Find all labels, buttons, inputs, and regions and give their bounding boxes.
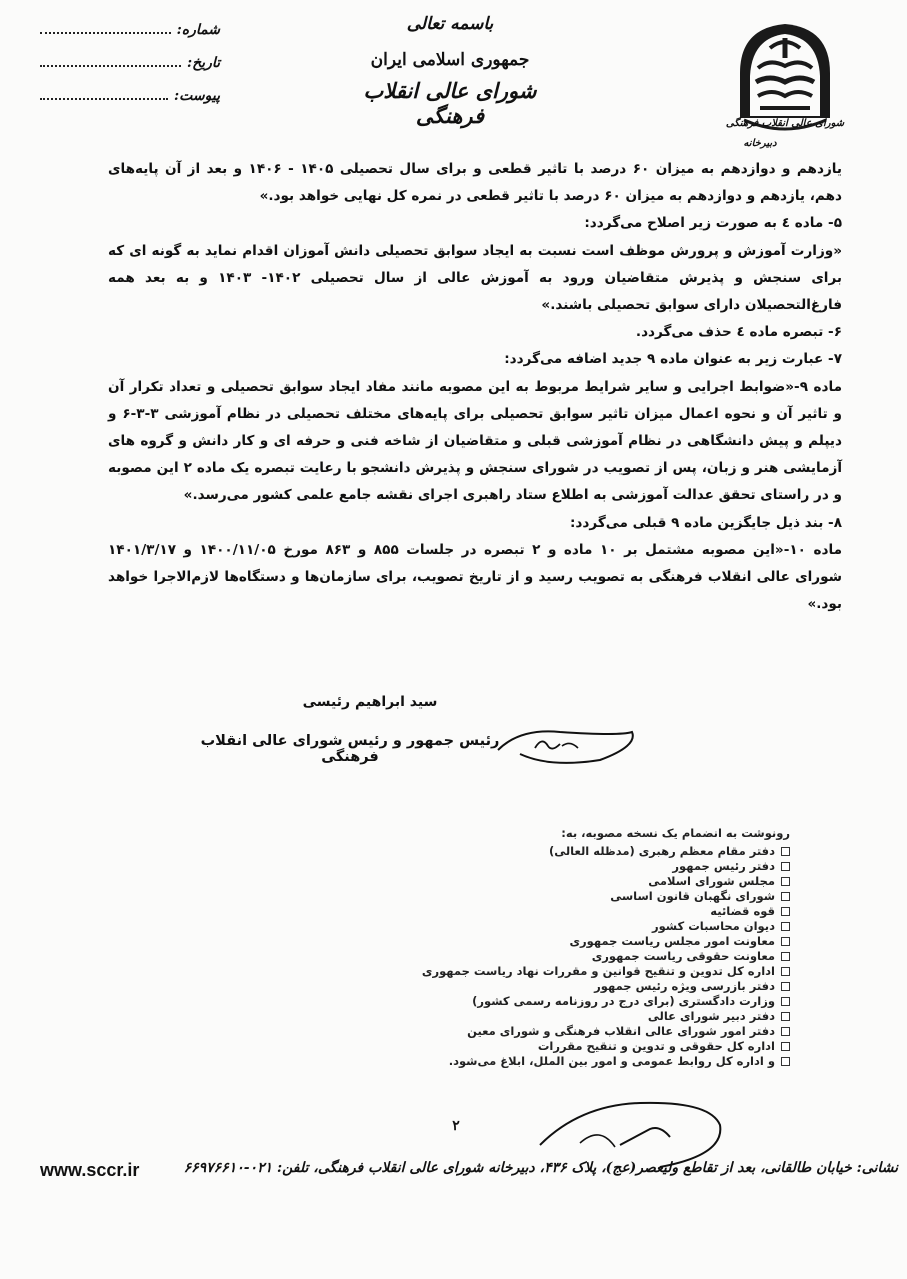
list-item-label: و اداره کل روابط عمومی و امور بین الملل، ابلاغ می‌شود. xyxy=(448,1054,775,1068)
list-item xyxy=(420,859,790,874)
signatory-title: رئیس جمهور و رئیس شورای عالی انقلاب فرهنگی xyxy=(200,733,500,765)
number-label: شماره: xyxy=(176,22,220,38)
checkbox-icon xyxy=(781,982,790,991)
list-item-label: دفتر بازرسی ویژه رئیس جمهور xyxy=(594,979,775,993)
attachment-field xyxy=(40,88,220,121)
resolution-body xyxy=(108,156,842,618)
distribution-list xyxy=(420,824,790,1069)
list-item-label: دفتر امور شورای عالی انقلاب فرهنگی و شورای معین xyxy=(467,1024,775,1038)
list-item-label: دفتر دبیر شورای عالی xyxy=(647,1009,775,1023)
list-item-label: وزارت دادگستری (برای درج در روزنامه رسمی کشور) xyxy=(472,994,775,1008)
basmala: باسمه تعالی xyxy=(406,14,494,34)
footer-address: نشانی: خیابان طالقانی، بعد از تقاطع ولیعصر(عج)، پلاک ۴۳۶، دبیرخانه شورای عالی انقلاب فرهنگی، تلفن: ۰۲۱-۶۶۹۷۶۶۱۰ xyxy=(183,1160,898,1176)
item-8-heading: ۸- بند ذیل جایگزین ماده ۹ قبلی می‌گردد: xyxy=(569,514,842,531)
list-item-label: معاونت امور مجلس ریاست جمهوری xyxy=(569,934,775,948)
checkbox-icon xyxy=(781,907,790,916)
distribution-intro: رونوشت به انضمام یک نسخه مصوبه، به: xyxy=(561,826,790,840)
checkbox-icon xyxy=(781,892,790,901)
list-item xyxy=(420,934,790,949)
list-item-label: شورای نگهبان قانون اساسی xyxy=(610,889,775,903)
letterhead xyxy=(330,14,570,128)
list-item-label: دیوان محاسبات کشور xyxy=(651,919,775,933)
date-field xyxy=(40,55,220,88)
signature-mark xyxy=(490,710,640,770)
date-dots xyxy=(40,57,181,67)
article-9 xyxy=(108,374,842,510)
checkbox-icon xyxy=(781,1027,790,1036)
government-title: جمهوری اسلامی ایران xyxy=(370,50,530,70)
attachment-label: پیوست: xyxy=(174,88,220,104)
attachment-dots xyxy=(40,90,168,100)
document-meta xyxy=(40,22,220,121)
checkbox-icon xyxy=(781,877,790,886)
logo-caption: شورای عالی انقلاب فرهنگی xyxy=(725,118,845,129)
item-7-heading: ۷- عبارت زیر به عنوان ماده ۹ جدید اضافه می‌گردد: xyxy=(504,351,842,368)
list-item xyxy=(420,874,790,889)
checkbox-icon xyxy=(781,937,790,946)
list-item xyxy=(420,1024,790,1039)
distribution-items xyxy=(420,844,790,1069)
list-item xyxy=(420,904,790,919)
page-number: ۲ xyxy=(452,1118,460,1134)
checkbox-icon xyxy=(781,1042,790,1051)
checkbox-icon xyxy=(781,1012,790,1021)
list-item xyxy=(420,844,790,859)
checkbox-icon xyxy=(781,1057,790,1066)
council-emblem-icon xyxy=(730,18,840,150)
date-label: تاریخ: xyxy=(186,55,220,71)
list-item-label: دفتر مقام معظم رهبری (مدظله العالی) xyxy=(548,844,775,858)
list-item-label: دفتر رئیس جمهور xyxy=(672,859,775,873)
list-item-label: اداره کل حقوقی و تدوین و تنقیح مقررات xyxy=(537,1039,775,1053)
list-item xyxy=(420,994,790,1009)
item-5-heading: ۵- ماده ٤ به صورت زیر اصلاح می‌گردد: xyxy=(584,215,842,232)
paragraph-continuation: یازدهم و دوازدهم به میزان ۶۰ درصد با تاثیر قطعی و برای سال تحصیلی ۱۴۰۵ - ۱۴۰۶ و بعد از آن پایه‌های دهم، یازدهم و دوازدهم به میزان ۶۰ درصد با تاثیر قطعی در نمره کل نهایی خواهد بود.» xyxy=(108,161,842,205)
list-item xyxy=(420,979,790,994)
number-dots xyxy=(40,24,171,34)
article-10 xyxy=(108,537,842,619)
list-item xyxy=(420,949,790,964)
checkbox-icon xyxy=(781,997,790,1006)
list-item-label: قوه قضائیه xyxy=(710,904,775,918)
signatory-name: سید ابراهیم رئیسی xyxy=(302,694,438,710)
checkbox-icon xyxy=(781,847,790,856)
number-field xyxy=(40,22,220,55)
list-item xyxy=(420,919,790,934)
item-6-heading: ۶- تبصره ماده ٤ حذف می‌گردد. xyxy=(635,324,842,341)
list-item-label: مجلس شورای اسلامی xyxy=(648,874,775,888)
article-9-label: ماده ۹- xyxy=(794,378,842,395)
list-item xyxy=(420,964,790,979)
checkbox-icon xyxy=(781,967,790,976)
secretariat-label: دبیرخانه xyxy=(743,138,777,149)
footer-website[interactable]: www.sccr.ir xyxy=(40,1160,140,1180)
item-5-text: «وزارت آموزش و پرورش موظف است نسبت به ایجاد سوابق تحصیلی دانش آموزان اقدام نماید به گونه ای که برای سنجش و پذیرش متقاضیان ورود به آموزش عالی از سال تحصیلی ۱۴۰۲- ۱۴۰۳ و به بعد همه فارغ‌التحصیلان دارای سوابق تحصیلی باشند.» xyxy=(108,242,843,314)
article-10-label: ماده ۱۰- xyxy=(783,541,843,558)
list-item-label: معاونت حقوقی ریاست جمهوری xyxy=(591,949,775,963)
article-10-text: «این مصوبه مشتمل بر ۱۰ ماده و ۲ تبصره در جلسات ۸۵۵ و ۸۶۳ مورخ ۱۴۰۰/۱۱/۰۵ و ۱۴۰۱/۳/۱۷ شورای عالی انقلاب فرهنگی به تصویب رسید و از تاریخ تصویب، برای سازمان‌ها و دستگاه‌ها لازم‌الاجرا خواهد بود.» xyxy=(108,541,842,613)
council-title: شورای عالی انقلاب فرهنگی xyxy=(363,78,537,128)
checkbox-icon xyxy=(781,922,790,931)
checkbox-icon xyxy=(781,952,790,961)
article-9-text: «ضوابط اجرایی و سایر شرایط مربوط به این مصوبه مانند مفاد ایجاد سوابق تحصیلی و تعداد تکرار آن و تاثیر آن و نحوه اعمال میزان تاثیر سوابق تحصیلی برای پایه‌های مختلف تحصیلی در نظام آموزشی ۳-۳-۶ و دیپلم و پیش دانشگاهی در نظام آموزشی قبلی و متقاضیان از شاخه فنی و حرفه ای و کار دانش و گروه های آزمایشی هنر و زبان، پس از تصویب در شورای سنجش و پذیرش دانشجو با رعایت تبصره یک ماده ۲ این مصوبه و در راستای تحقق عدالت آموزشی به اطلاع ستاد راهبری اجرای نقشه جامع علمی کشور می‌رسد.» xyxy=(108,378,842,504)
list-item xyxy=(420,1009,790,1024)
list-item-label: اداره کل تدوین و تنقیح قوانین و مقررات نهاد ریاست جمهوری xyxy=(421,964,775,978)
checkbox-icon xyxy=(781,862,790,871)
list-item xyxy=(420,1039,790,1054)
list-item xyxy=(420,1054,790,1069)
list-item xyxy=(420,889,790,904)
